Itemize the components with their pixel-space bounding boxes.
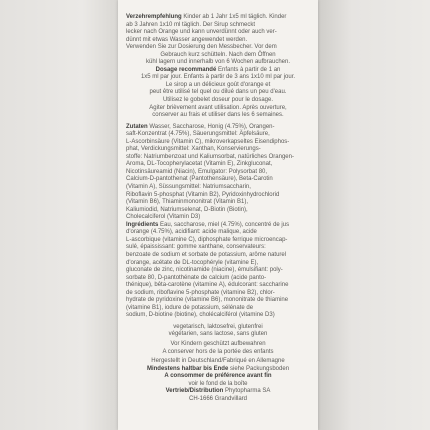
ingredients-de-line: Nicotinsäureamid (Niacin), Emulgator: Polysorbat 80, xyxy=(126,168,268,175)
dosage-de-line: Verwenden Sie zur Dosierung den Messbecher. Vor dem xyxy=(126,44,277,51)
ingredients-de-line: Kaliumiodid, Natriumselenat, D-Biotin (Biotin), xyxy=(126,206,248,213)
ingredients-fr-line: gluconate de zinc, nicotinamide (niacine), émulsifiant: poly- xyxy=(126,267,283,274)
ingredients-de-line: (Vitamin A), Süssungsmittel: Natriumsaccharin, xyxy=(126,184,251,191)
ingredients-fr-line: sodium, D-biotine (biotine), cholécalciférol (vitamine D3) xyxy=(126,312,275,319)
distribution-block xyxy=(126,388,310,403)
ingredients-de-line: Riboflavin 5-phosphat (Vitamin B2), Pyridoxinhydrochlorid xyxy=(126,191,280,198)
origin-line: Hergestellt in Deutschland/Fabriqué en Allemagne xyxy=(151,358,285,365)
best-before-fr-text: voir le fond de la boîte xyxy=(188,380,248,387)
ingredients-de-block xyxy=(126,124,310,222)
dosage-de-line: kühl lagern und innerhalb von 6 Wochen aufbrauchen. xyxy=(146,59,290,66)
ingredients-de-line: Wasser, Saccharose, Honig (4.75%), Orangen- xyxy=(147,123,275,130)
background-left xyxy=(0,0,118,430)
ingredients-fr-line: sulé, épaississant: gomme xanthane, conservateurs: xyxy=(126,244,266,251)
best-before-block xyxy=(126,366,310,389)
dosage-fr-line: conserver au frais et utiliser dans les 6 semaines. xyxy=(152,112,284,119)
ingredients-de-line: stoffe: Natriumbenzoat und Kaliumsorbat, natürliches Orangen- xyxy=(126,153,294,160)
ingredients-de-line: Aroma, DL-Tocopherylacetat (Vitamin E), Zinkgluconat, xyxy=(126,161,273,168)
dosage-fr-heading: Dosage recommandé xyxy=(155,66,217,73)
best-before-de-text: siehe Packungsboden xyxy=(228,365,290,372)
storage-line: A conserver hors de la portée des enfants xyxy=(162,348,274,355)
ingredients-de-line: saft-Konzentrat (4.75%), Säuerungsmittel: Äpfelsäure, xyxy=(126,131,270,138)
best-before-de-heading: Mindestens haltbar bis Ende xyxy=(146,365,229,372)
ingredients-fr-block xyxy=(126,222,310,320)
dosage-fr-block xyxy=(126,67,310,120)
dosage-fr-line: Utilisez le gobelet doseur pour le dosage. xyxy=(162,97,274,104)
dosage-de-line: Kinder ab 1 Jahr 1x5 ml täglich. Kinder xyxy=(181,14,287,20)
ingredients-de-heading: Zutaten xyxy=(126,123,148,130)
ingredients-fr-line: L-ascorbique (vitamine C), diphosphate ferrique microencap- xyxy=(126,236,288,243)
ingredients-de-line: phat, Verdickungsmittel: Xanthan, Konservierungs- xyxy=(126,146,261,153)
ingredients-fr-line: de sodium, riboflavine 5-phosphate (vitamine B2), chlor- xyxy=(126,289,275,296)
distribution-company: Phytopharma SA xyxy=(223,388,271,395)
storage-line: Vor Kindern geschützt aufbewahren xyxy=(170,340,266,347)
ingredients-fr-line: Eau, saccharose, miel (4.75%), concentré de jus xyxy=(158,221,290,228)
dosage-de-line: dünnt mit etwas Wasser angewendet werden. xyxy=(126,36,248,43)
dosage-fr-line: Le sirop a un délicieux goût d'orange et xyxy=(165,81,271,88)
dosage-fr-line: Agiter brièvement avant utilisation. Après ouverture, xyxy=(149,104,287,111)
dosage-de-line: ab 3 Jahren 1x10 ml täglich. Der Sirup schmeckt xyxy=(126,21,256,28)
ingredients-fr-heading: Ingrédients xyxy=(126,221,159,228)
ingredients-de-line: Cholecalciferol (Vitamin D3) xyxy=(126,214,201,221)
background-right xyxy=(318,0,430,430)
ingredients-fr-line: d'orange (4.75%), acidifiant: acide malique, acide xyxy=(126,229,257,236)
ingredients-fr-line: d'orange, acétate de DL-tocophéryle (vitamine E), xyxy=(126,259,259,266)
ingredients-fr-line: sorbate 80, D-pantothénate de calcium (acide panto- xyxy=(126,274,267,281)
ingredients-de-line: (Vitamin B6), Thiaminmononitrat (Vitamin B1), xyxy=(126,199,249,206)
ingredients-de-line: Calcium-D-pantothenat (Pantothensäure), Beta-Carotin xyxy=(126,176,273,183)
ingredients-de-line: L-Ascorbinsäure (Vitamin C), mikroverkapseltes Eisendiphos- xyxy=(126,138,290,145)
dosage-fr-line: Enfants à partir de 1 an xyxy=(216,66,281,73)
ingredients-fr-line: benzoate de sodium et sorbate de potassium, arôme naturel xyxy=(126,251,287,258)
distribution-heading: Vertrieb/Distribution xyxy=(165,388,224,395)
best-before-fr-heading: A consommer de préférence avant fin xyxy=(164,373,272,380)
free-from-line: vegetarisch, laktosefrei, glutenfrei xyxy=(173,323,263,330)
distribution-address: CH-1666 Grandvillard xyxy=(188,395,248,402)
dosage-fr-line: 1x5 ml par jour. Enfants à partir de 3 ans 1x10 ml par jour. xyxy=(140,74,296,81)
free-from-block xyxy=(126,324,310,339)
package-label-panel xyxy=(118,0,318,430)
dosage-de-line: lecker nach Orange und kann unverdünnt oder auch ver- xyxy=(126,29,277,36)
ingredients-fr-line: thénique), bêta-carotène (vitamine A), édulcorant: saccharine xyxy=(126,282,289,289)
free-from-line: végétarien, sans lactose, sans gluten xyxy=(168,331,268,338)
dosage-fr-line: peut être utilisé tel quel ou dilué dans un peu d'eau. xyxy=(149,89,287,96)
storage-block xyxy=(126,341,310,356)
origin-block xyxy=(126,358,310,366)
dosage-de-line: Gebrauch kurz schütteln. Nach dem Öffnen xyxy=(160,51,276,58)
ingredients-fr-line: hydrate de pyridoxine (vitamine B6), mononitrate de thiamine xyxy=(126,297,289,304)
ingredients-fr-line: (vitamine B1), iodure de potassium, sélénate de xyxy=(126,304,254,311)
dosage-de-heading: Verzehrempfehlung xyxy=(126,14,182,20)
dosage-de-block xyxy=(126,14,310,67)
